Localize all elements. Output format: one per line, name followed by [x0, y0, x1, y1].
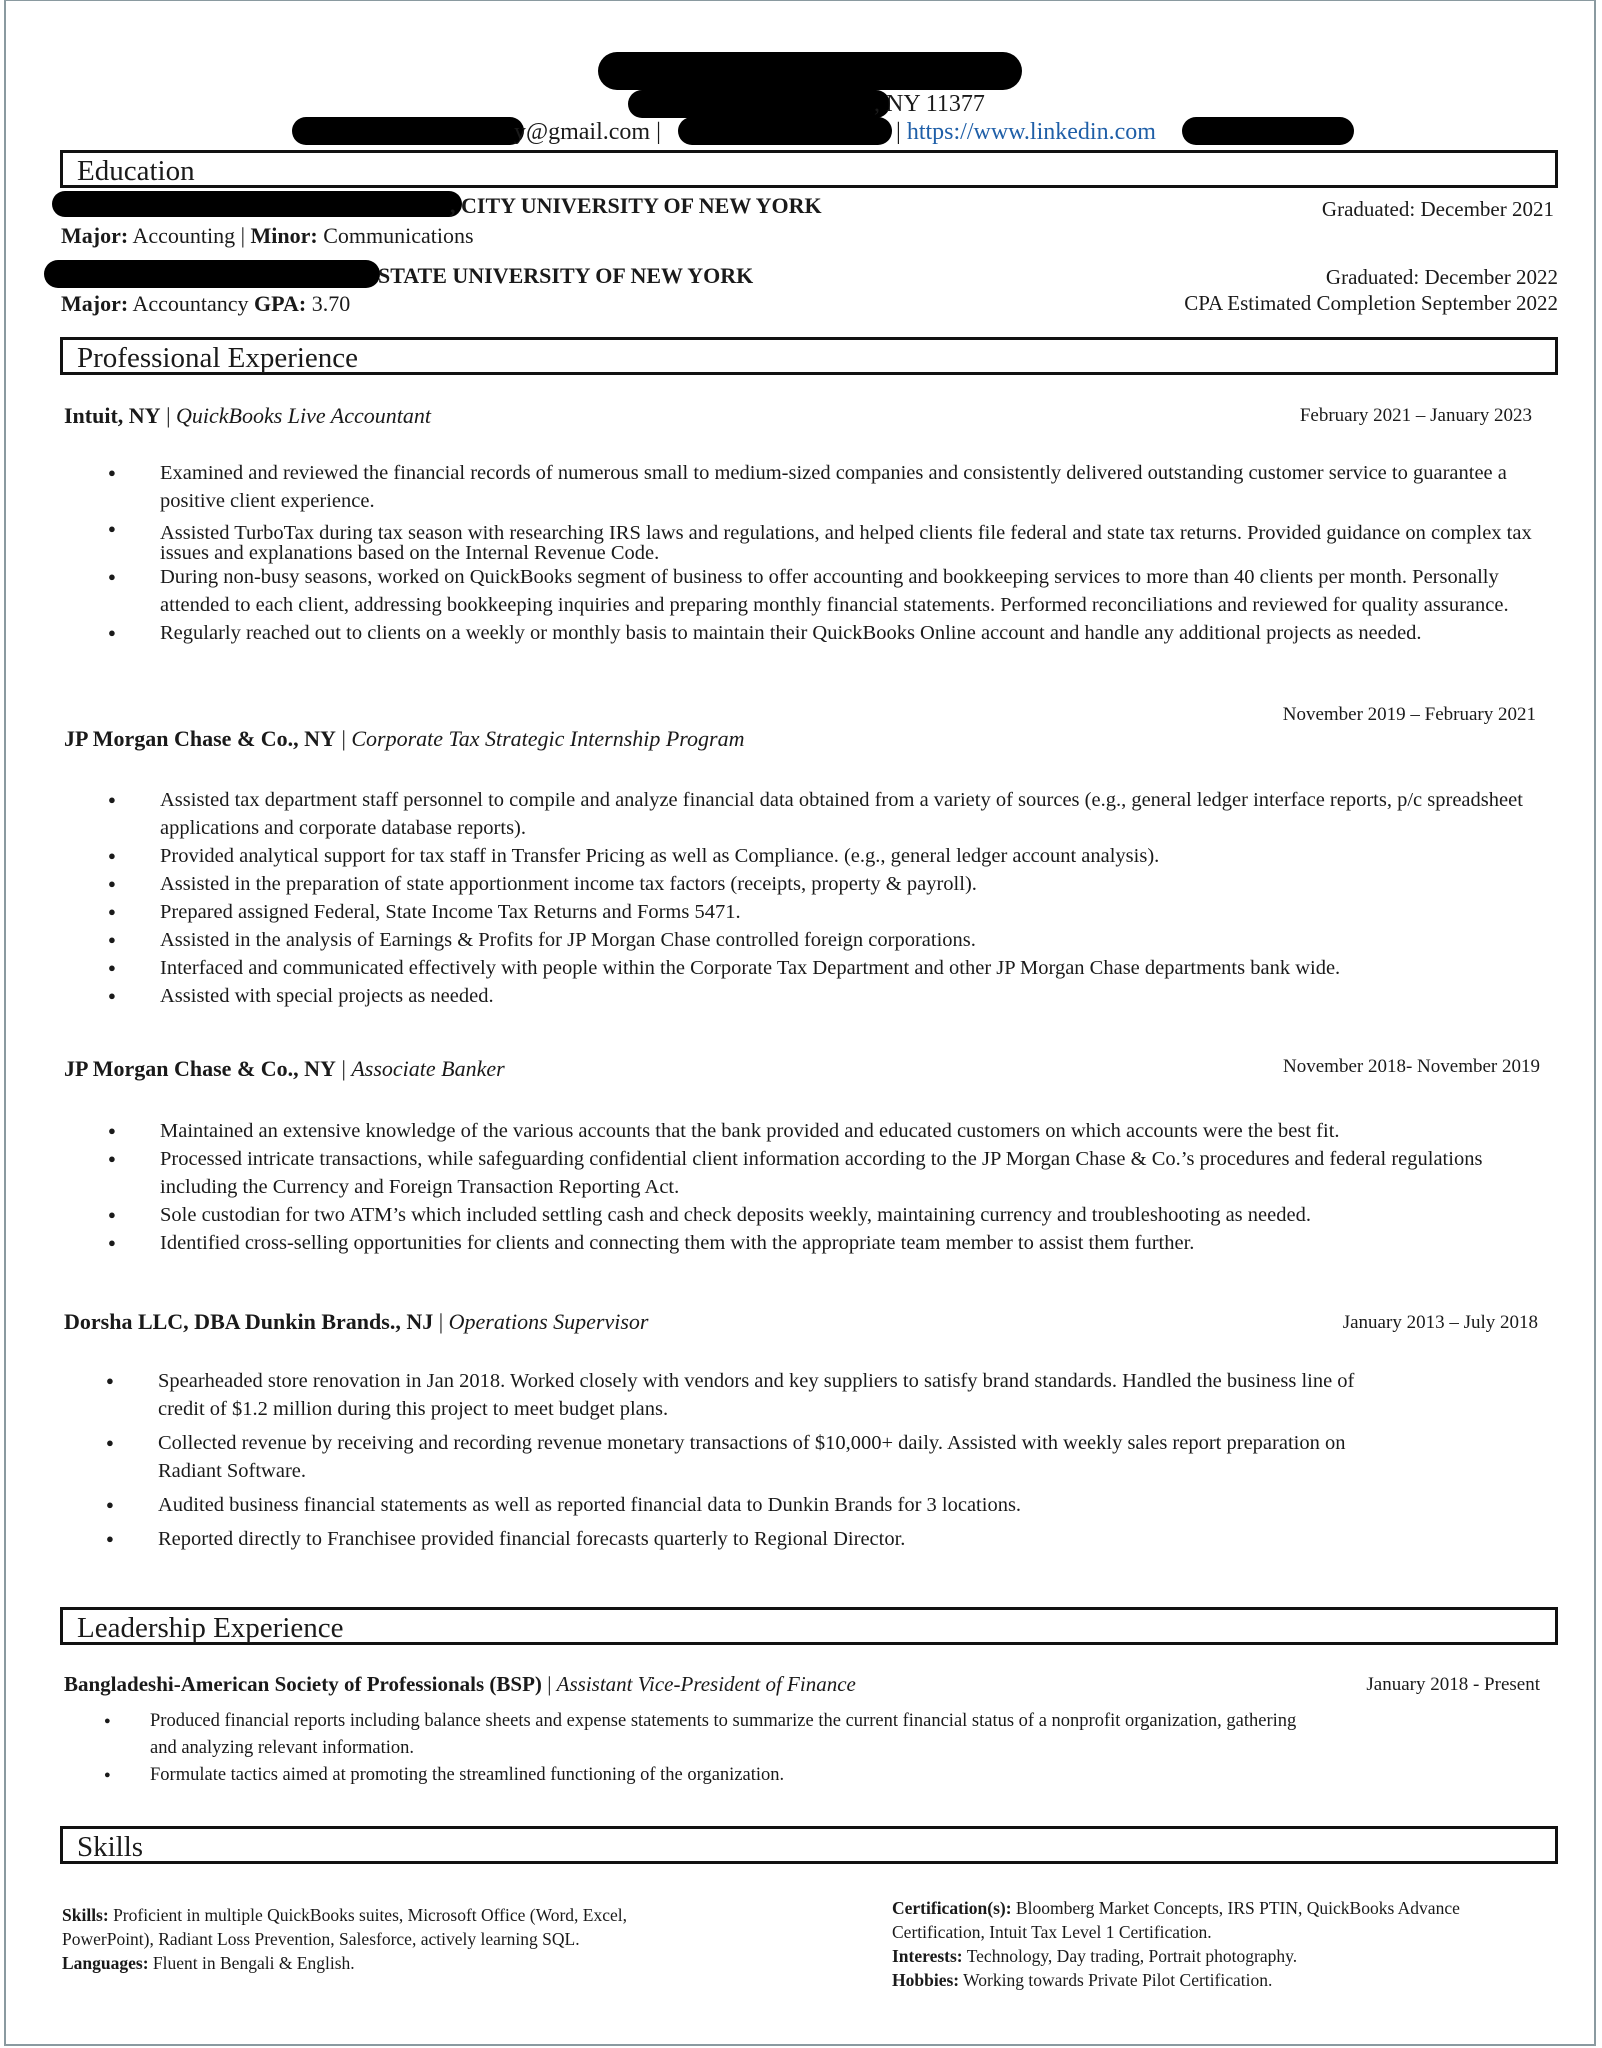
skills-left: [62, 1903, 692, 1975]
bullet-item: ● Collected revenue by receiving and recording revenue monetary transactions of $10,000+ daily. Assisted with weekly sales report preparation on Radiant Software.: [98, 1429, 1398, 1485]
bullet-item: ● Identified cross-selling opportunities for clients and connecting them with the appropriate team member to assist them further.: [100, 1229, 1552, 1257]
skills-value: Proficient in multiple QuickBooks suites, Microsoft Office (Word, Excel, PowerPoint), Radiant Loss Prevention, Salesforce, actively learning SQL.: [62, 1905, 628, 1949]
company-name: Dorsha LLC, DBA Dunkin Brands., NJ: [64, 1309, 434, 1334]
company-name: Intuit, NY: [64, 403, 161, 428]
hobbies-value: Working towards Private Pilot Certification.: [959, 1970, 1273, 1990]
interests-line: [892, 1944, 1512, 1968]
leadership-heading: [64, 1672, 856, 1697]
bullet-item: ● Regularly reached out to clients on a weekly or monthly basis to maintain their QuickBooks Online account and handle any additional projects as needed.: [100, 619, 1552, 647]
company-name: JP Morgan Chase & Co., NY: [64, 1056, 336, 1081]
major-minor: [61, 223, 474, 249]
section-title: Skills: [77, 1831, 144, 1863]
bullet-item: ● Sole custodian for two ATM’s which included settling cash and check deposits weekly, maintaining currency and troubleshooting as needed.: [100, 1201, 1552, 1229]
linkedin-link[interactable]: https://www.linkedin.com: [906, 119, 1156, 145]
redacted-linkedin: [1182, 117, 1354, 145]
cpa-completion: CPA Estimated Completion September 2022: [1184, 291, 1558, 315]
bullet-item: ● Prepared assigned Federal, State Income Tax Returns and Forms 5471.: [100, 898, 1552, 926]
bullet-item: ● Assisted TurboTax during tax season with researching IRS laws and regulations, and helped clients file federal and state tax returns. Provided guidance on complex tax issues and explanations based on the Internal Revenue Code.: [100, 519, 1552, 563]
redacted-phone: [678, 117, 892, 145]
skills-right: [892, 1896, 1512, 1992]
job-heading: [64, 1056, 505, 1082]
hobbies-label: Hobbies:: [892, 1970, 960, 1990]
section-leadership: [60, 1607, 1558, 1645]
bullet-item: ● Processed intricate transactions, while safeguarding confidential client information according to the JP Morgan Chase & Co.’s procedures and federal regulations including the Currency and Foreign Transaction Reporting Act.: [100, 1145, 1552, 1201]
job-date: November 2018- November 2019: [1283, 1056, 1540, 1077]
linkedin-row: [896, 119, 1156, 146]
redacted-name: [598, 52, 1022, 90]
bullet-item: ● Examined and reviewed the financial records of numerous small to medium-sized companies and consistently delivered outstanding customer service to guarantee a positive client experience.: [100, 459, 1552, 515]
bullet-item: ● Formulate tactics aimed at promoting the streamlined functioning of the organization.: [100, 1762, 1300, 1789]
company-name: JP Morgan Chase & Co., NY: [64, 726, 336, 751]
separator: |: [160, 403, 176, 428]
section-skills: [60, 1826, 1558, 1864]
job-heading: [64, 1309, 648, 1335]
bullet-item: ● Assisted in the analysis of Earnings & Profits for JP Morgan Chase controlled foreign corporations.: [100, 926, 1552, 954]
languages-label: Languages:: [62, 1953, 149, 1973]
major-label: Major:: [61, 223, 129, 248]
job-role: Associate Banker: [351, 1056, 505, 1081]
skills-label: Skills:: [62, 1905, 109, 1925]
bullet-item: ● Audited business financial statements as well as reported financial data to Dunkin Brands for 3 locations.: [98, 1491, 1398, 1519]
major-label: Major:: [61, 291, 129, 316]
job-heading: [64, 403, 431, 429]
separator: |: [335, 1056, 352, 1081]
bullet-item: ● During non-busy seasons, worked on QuickBooks segment of business to offer accounting and bookkeeping services to more than 40 clients per month. Personally attended to each client, addressing bookkeeping inquiries and preparing monthly financial statements. Performed reconciliations and reviewed for quality assurance.: [100, 563, 1552, 619]
certification-line: [892, 1896, 1512, 1944]
school-name: STATE UNIVERSITY OF NEW YORK: [378, 263, 754, 288]
languages-value: Fluent in Bengali & English.: [148, 1953, 355, 1973]
job-role: Operations Supervisor: [448, 1309, 649, 1334]
interests-label: Interests:: [892, 1946, 963, 1966]
organization-name: Bangladeshi-American Society of Professionals (BSP): [64, 1672, 542, 1696]
bullet-item: ● Assisted in the preparation of state apportionment income tax factors (receipts, property & payroll).: [100, 870, 1552, 898]
bullet-item: ● Reported directly to Franchisee provided financial forecasts quarterly to Regional Director.: [98, 1525, 1398, 1553]
major-value: Accountancy: [128, 291, 255, 316]
minor-value: Communications: [317, 223, 474, 248]
skills-line: [62, 1903, 692, 1951]
section-education: [60, 150, 1558, 188]
job-date: November 2019 – February 2021: [1282, 704, 1536, 725]
job-bullets: [100, 1117, 1552, 1257]
leadership-bullets: [100, 1708, 1300, 1789]
separator: |: [541, 1672, 557, 1696]
linkedin-separator: |: [896, 119, 907, 145]
section-title: Leadership Experience: [77, 1612, 344, 1644]
redacted-school-1: [52, 191, 462, 217]
bullet-item: ● Provided analytical support for tax staff in Transfer Pricing as well as Compliance. (e.g., general ledger account analysis).: [100, 842, 1552, 870]
redacted-email: [292, 117, 524, 145]
address-text: , NY 11377: [874, 91, 985, 117]
redacted-school-2: [44, 260, 380, 288]
leadership-date: January 2018 - Present: [1366, 1674, 1540, 1695]
job-heading: [64, 726, 745, 752]
bullet-item: ● Spearheaded store renovation in Jan 2018. Worked closely with vendors and key suppliers to satisfy brand standards. Handled the business line of credit of $1.2 million during this project to meet budget plans.: [98, 1367, 1398, 1423]
section-title: Professional Experience: [77, 342, 359, 374]
graduation-date: Graduated: December 2021: [1321, 197, 1554, 221]
job-role: QuickBooks Live Accountant: [175, 403, 431, 428]
graduation-date: Graduated: December 2022: [1325, 265, 1558, 289]
job-date: January 2013 – July 2018: [1342, 1312, 1538, 1333]
interests-value: Technology, Day trading, Portrait photography.: [962, 1946, 1298, 1966]
certification-value: Bloomberg Market Concepts, IRS PTIN, QuickBooks Advance Certification, Intuit Tax Level 1 Certification.: [892, 1898, 1460, 1942]
bullet-item: ● Assisted tax department staff personnel to compile and analyze financial data obtained from a variety of sources (e.g., general ledger interface reports, p/c spreadsheet applications and corporate database reports).: [100, 786, 1552, 842]
major-gpa: [61, 291, 350, 317]
leadership-role: Assistant Vice-President of Finance: [556, 1672, 856, 1696]
section-title: Education: [77, 155, 195, 187]
section-experience: [60, 337, 1558, 375]
separator: |: [335, 726, 352, 751]
languages-line: [62, 1951, 692, 1975]
minor-label: Minor:: [250, 223, 318, 248]
job-bullets: [100, 459, 1552, 647]
gpa-value: 3.70: [306, 291, 351, 316]
bullet-item: ● Produced financial reports including balance sheets and expense statements to summarize the current financial status of a nonprofit organization, gathering and analyzing relevant information.: [100, 1708, 1300, 1762]
email-text: y@gmail.com |: [514, 119, 661, 145]
redacted-address: [628, 90, 890, 118]
major-value: Accounting |: [128, 223, 251, 248]
bullet-item: ● Interfaced and communicated effectively with people within the Corporate Tax Department and other JP Morgan Chase departments bank wide.: [100, 954, 1552, 982]
job-bullets: [98, 1367, 1398, 1553]
job-date: February 2021 – January 2023: [1299, 405, 1532, 426]
job-bullets: [100, 786, 1552, 1010]
certification-label: Certification(s):: [892, 1898, 1012, 1918]
bullet-item: ● Maintained an extensive knowledge of the various accounts that the bank provided and educated customers on which accounts were the best fit.: [100, 1117, 1552, 1145]
school-name: , CITY UNIVERSITY OF NEW YORK: [450, 193, 822, 218]
bullet-item: ● Assisted with special projects as needed.: [100, 982, 1552, 1010]
job-role: Corporate Tax Strategic Internship Program: [351, 726, 745, 751]
separator: |: [433, 1309, 449, 1334]
hobbies-line: [892, 1968, 1512, 1992]
gpa-label: GPA:: [254, 291, 307, 316]
